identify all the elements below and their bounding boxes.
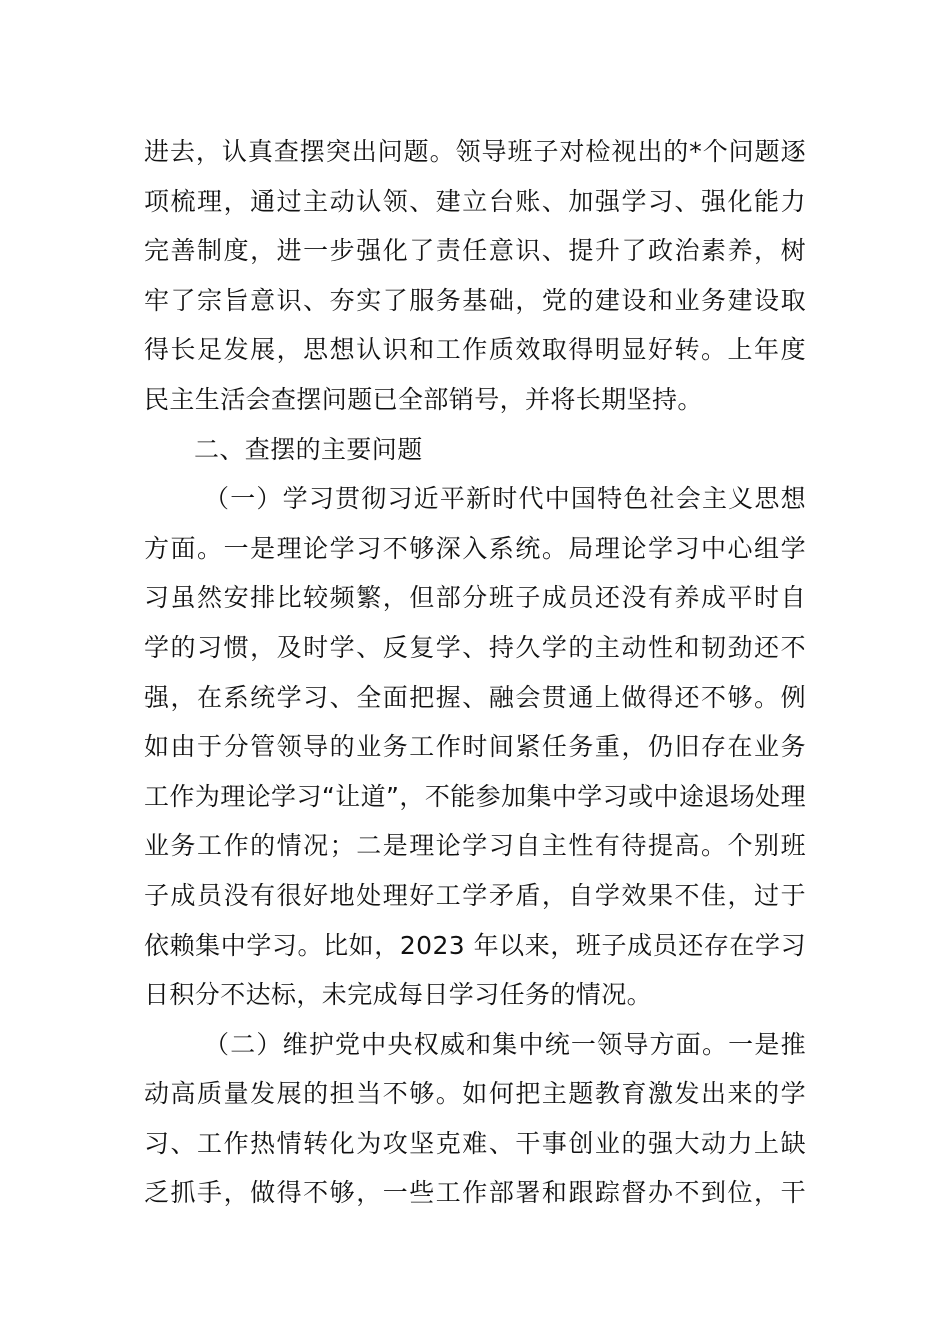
text-line: （一）学习贯彻习近平新时代中国特色社会主义思想 xyxy=(204,484,806,514)
text-line: 完善制度，进一步强化了责任意识、提升了政治素养，树 xyxy=(144,236,806,266)
text-line: 进去，认真查摆突出问题。领导班子对检视出的*个问题逐 xyxy=(144,137,806,166)
text-line: 得长足发展，思想认识和工作质效取得明显好转。上年度 xyxy=(144,335,806,365)
paragraph-3 xyxy=(144,1020,806,1218)
text-line: 学的习惯，及时学、反复学、持久学的主动性和韧劲还不 xyxy=(144,632,806,662)
paragraph-2 xyxy=(144,474,806,1020)
paragraph-1 xyxy=(144,127,806,425)
text-line: （二）维护党中央权威和集中统一领导方面。一是推 xyxy=(204,1029,806,1059)
text-line: 乏抓手，做得不够，一些工作部署和跟踪督办不到位，干 xyxy=(144,1178,806,1208)
text-line: 习虽然安排比较频繁，但部分班子成员还没有养成平时自 xyxy=(144,583,806,613)
text-line: 如由于分管领导的业务工作时间紧任务重，仍旧存在业务 xyxy=(144,732,806,762)
text-line: 项梳理，通过主动认领、建立台账、加强学习、强化能力 xyxy=(144,186,806,216)
text-line: 日积分不达标，未完成每日学习任务的情况。 xyxy=(144,980,653,1010)
document-body xyxy=(144,127,806,1218)
text-line: 强，在系统学习、全面把握、融会贯通上做得还不够。例 xyxy=(144,682,806,712)
text-line: 方面。一是理论学习不够深入系统。局理论学习中心组学 xyxy=(144,533,806,563)
text-line: 习、工作热情转化为攻坚克难、干事创业的强大动力上缺 xyxy=(144,1128,806,1158)
text-line: 动高质量发展的担当不够。如何把主题教育激发出来的学 xyxy=(144,1079,806,1109)
text-line: 业务工作的情况；二是理论学习自主性有待提高。个别班 xyxy=(144,831,806,861)
text-line: 子成员没有很好地处理好工学矛盾，自学效果不佳，过于 xyxy=(144,880,806,910)
text-line: 依赖集中学习。比如，2023 年以来，班子成员还存在学习 xyxy=(144,930,806,960)
text-line: 民主生活会查摆问题已全部销号，并将长期坚持。 xyxy=(144,384,703,414)
text-line: 牢了宗旨意识、夯实了服务基础，党的建设和业务建设取 xyxy=(144,285,806,315)
section-heading: 二、查摆的主要问题 xyxy=(194,434,423,464)
text-line: 工作为理论学习“让道”，不能参加集中学习或中途退场处理 xyxy=(144,781,806,811)
